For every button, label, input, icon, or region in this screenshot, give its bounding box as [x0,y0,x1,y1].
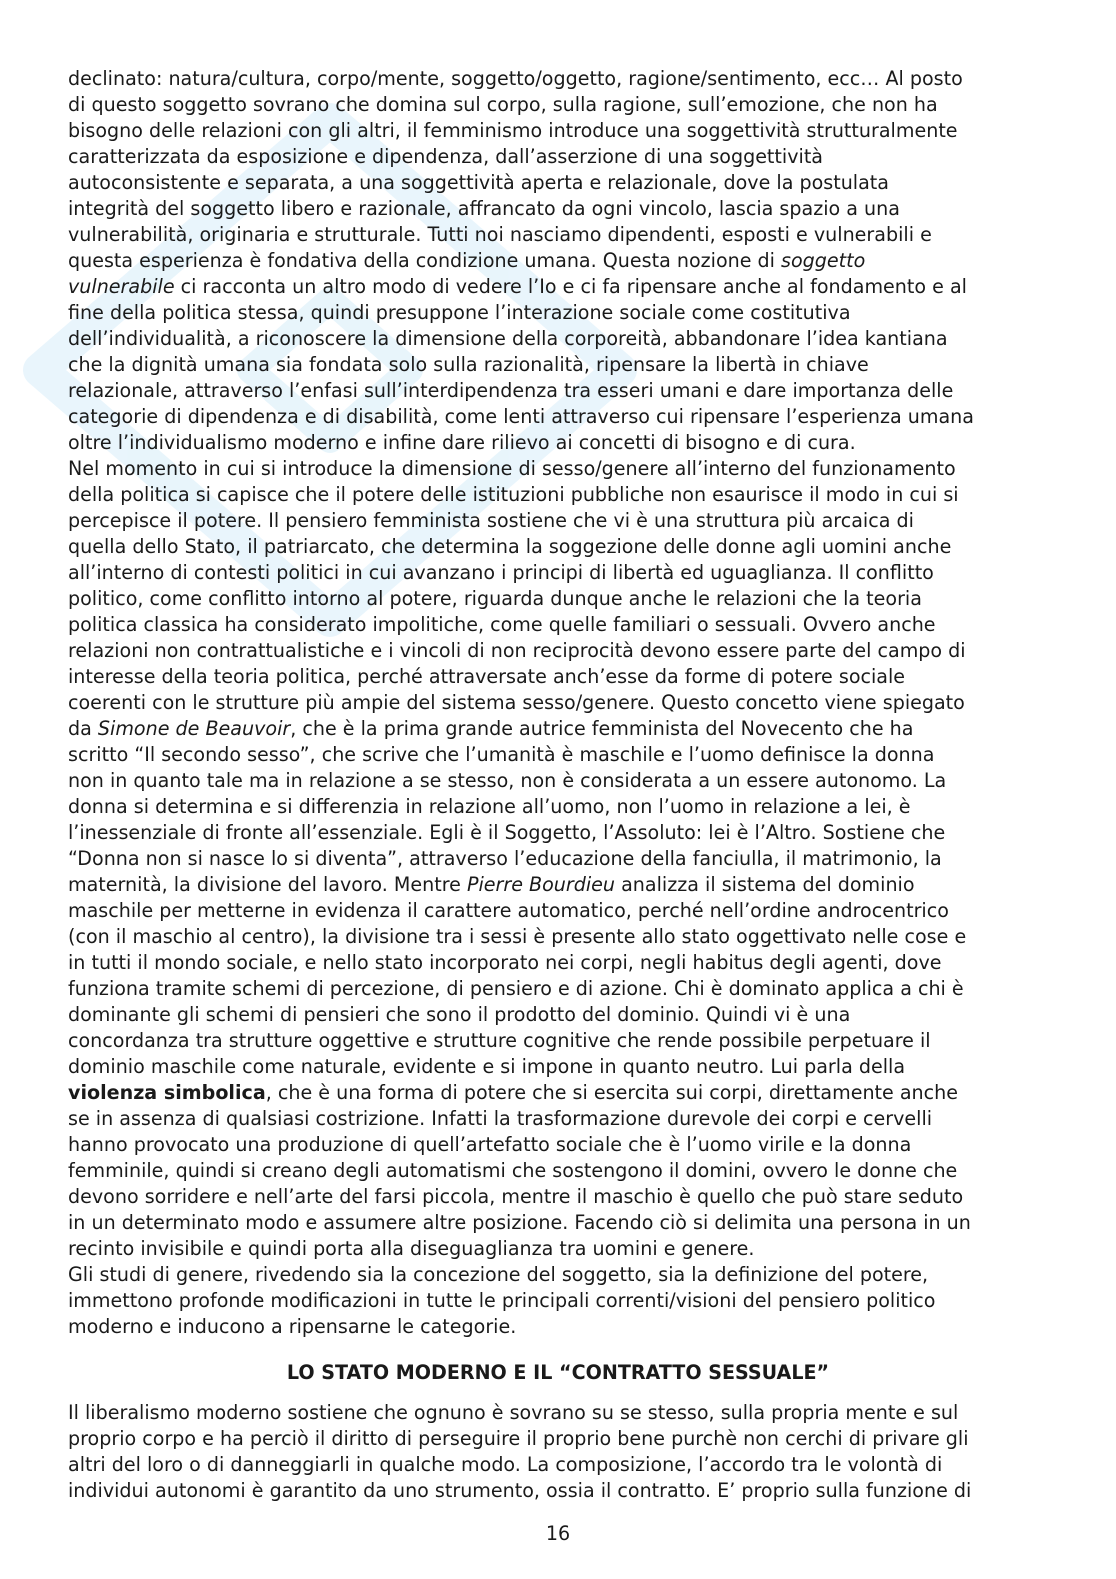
text-line: declinato: natura/cultura, corpo/mente, soggetto/oggetto, ragione/sentimento, ecc… Al posto [68,67,963,90]
text-line: maschile per metterne in evidenza il carattere automatico, perché nell’ordine androcentrico [68,899,949,922]
text-line: Il liberalismo moderno sostiene che ognuno è sovrano su se stesso, sulla propria mente e sul [68,1401,959,1424]
text-line: quella dello Stato, il patriarcato, che determina la soggezione delle donne agli uomini anche [68,535,952,558]
italic-author: Simone de Beauvoir [97,717,291,740]
text-line [68,248,1048,274]
page-number: 16 [545,1522,571,1545]
text-line: relazionale, attraverso l’enfasi sull’interdipendenza tra esseri umani e dare importanza delle [68,379,954,402]
text-line [68,716,1048,742]
text-line: recinto invisibile e quindi porta alla diseguaglianza tra uomini e genere. [68,1237,755,1260]
text-line: femminile, quindi si creano degli automatismi che sostengono il domini, ovvero le donne che [68,1159,958,1182]
text-line: Nel momento in cui si introduce la dimensione di sesso/genere all’interno del funzionamento [68,457,956,480]
text-line: immettono profonde modificazioni in tutte le principali correnti/visioni del pensiero politico [68,1289,936,1312]
text-line: “Donna non si nasce lo si diventa”, attraverso l’educazione della fanciulla, il matrimonio, la [68,847,942,870]
text-line: in tutti il mondo sociale, e nello stato incorporato nei corpi, negli habitus degli agenti, dove [68,951,942,974]
paragraph-sesso-genere [68,456,1048,1262]
text-line: moderno e inducono a ripensarne le categorie. [68,1315,517,1338]
text-line [68,1080,1048,1106]
italic-term: vulnerabile [68,275,175,298]
text-line: percepisce il potere. Il pensiero femminista sostiene che vi è una struttura più arcaica di [68,509,914,532]
text-run: , che è la prima grande autrice femminista del Novecento che ha [290,717,914,740]
paragraph-studi-di-genere [68,1262,1048,1340]
text-line: fine della politica stessa, quindi presuppone l’interazione sociale come costitutiva [68,301,851,324]
text-line: integrità del soggetto libero e razionale, affrancato da ogni vincolo, lascia spazio a una [68,197,900,220]
text-run: questa esperienza è fondativa della condizione umana. Questa nozione di [68,249,782,272]
text-line: bisogno delle relazioni con gli altri, il femminismo introduce una soggettività strutturalmente [68,119,958,142]
text-line: vulnerabilità, originaria e strutturale. Tutti noi nasciamo dipendenti, esposti e vulnerabili e [68,223,932,246]
text-run: maternità, la divisione del lavoro. Mentre [68,873,467,896]
text-line: all’interno di contesti politici in cui avanzano i principi di libertà ed uguaglianza. Il conflitto [68,561,934,584]
text-line: altri del loro o di danneggiarli in qualche modo. La composizione, l’accordo tra le volontà di [68,1453,943,1476]
text-line: hanno provocato una produzione di quell’artefatto sociale che è l’uomo virile e la donna [68,1133,912,1156]
text-run: , che è una forma di potere che si esercita sui corpi, direttamente anche [265,1081,959,1104]
text-line: non in quanto tale ma in relazione a se stesso, non è considerata a un essere autonomo. La [68,769,947,792]
text-run: da [68,717,98,740]
text-line: (con il maschio al centro), la divisione tra i sessi è presente allo stato oggettivato nelle cose e [68,925,967,948]
text-line: politica classica ha considerato impolitiche, come quelle familiari o sessuali. Ovvero anche [68,613,936,636]
text-line: della politica si capisce che il potere delle istituzioni pubbliche non esaurisce il modo in cui si [68,483,959,506]
section-heading: LO STATO MODERNO E IL “CONTRATTO SESSUALE” [286,1361,830,1384]
text-line: se in assenza di qualsiasi costrizione. Infatti la trasformazione durevole dei corpi e cervelli [68,1107,933,1130]
text-line: politico, come conflitto intorno al potere, riguarda dunque anche le relazioni che la teoria [68,587,922,610]
text-line [68,872,1048,898]
text-line: individui autonomi è garantito da uno strumento, ossia il contratto. E’ proprio sulla funzione di [68,1479,972,1502]
text-line: dominante gli schemi di pensieri che sono il prodotto del dominio. Quindi vi è una [68,1003,851,1026]
text-line: in un determinato modo e assumere altre posizione. Facendo ciò si delimita una persona in un [68,1211,971,1234]
text-line: dominio maschile come naturale, evidente e si impone in quanto neutro. Lui parla della [68,1055,906,1078]
text-line: Gli studi di genere, rivedendo sia la concezione del soggetto, sia la definizione del potere, [68,1263,929,1286]
text-line: oltre l’individualismo moderno e infine dare rilievo ai concetti di bisogno e di cura. [68,431,856,454]
text-line: coerenti con le strutture più ampie del sistema sesso/genere. Questo concetto viene spiegato [68,691,965,714]
text-line: che la dignità umana sia fondata solo sulla razionalità, ripensare la libertà in chiave [68,353,869,376]
text-run: ci racconta un altro modo di vedere l’Io e ci fa ripensare anche al fondamento e al [174,275,967,298]
document-page [68,66,1048,1504]
bold-term: violenza simbolica [68,1081,266,1104]
text-line: autoconsistente e separata, a una soggettività aperta e relazionale, dove la postulata [68,171,889,194]
text-line: relazioni non contrattualistiche e i vincoli di non reciprocità devono essere parte del campo di [68,639,966,662]
text-line: categorie di dipendenza e di disabilità, come lenti attraverso cui ripensare l’esperienza umana [68,405,974,428]
text-line: interesse della teoria politica, perché attraversate anch’esse da forme di potere sociale [68,665,906,688]
text-line: caratterizzata da esposizione e dipendenza, dall’asserzione di una soggettività [68,145,824,168]
text-line: di questo soggetto sovrano che domina sul corpo, sulla ragione, sull’emozione, che non ha [68,93,938,116]
text-line [68,274,1048,300]
italic-author: Pierre Bourdieu [466,873,616,896]
text-line: funziona tramite schemi di percezione, di pensiero e di azione. Chi è dominato applica a chi è [68,977,964,1000]
text-line: concordanza tra strutture oggettive e strutture cognitive che rende possibile perpetuare il [68,1029,931,1052]
text-line: proprio corpo e ha perciò il diritto di perseguire il proprio bene purchè non cerchi di privare gli [68,1427,969,1450]
paragraph-soggetto-vulnerabile [68,66,1048,456]
text-line: scritto “Il secondo sesso”, che scrive che l’umanità è maschile e l’uomo definisce la donna [68,743,935,766]
text-line: l’inessenziale di fronte all’essenziale. Egli è il Soggetto, l’Assoluto: lei è l’Altro. Sostiene che [68,821,946,844]
text-line: donna si determina e si differenzia in relazione all’uomo, non l’uomo in relazione a lei, è [68,795,911,818]
paragraph-liberalismo [68,1400,1048,1504]
text-line: devono sorridere e nell’arte del farsi piccola, mentre il maschio è quello che può stare seduto [68,1185,964,1208]
text-line: dell’individualità, a riconoscere la dimensione della corporeità, abbandonare l’idea kantiana [68,327,948,350]
italic-term: soggetto [781,249,866,272]
text-run: analizza il sistema del dominio [615,873,915,896]
